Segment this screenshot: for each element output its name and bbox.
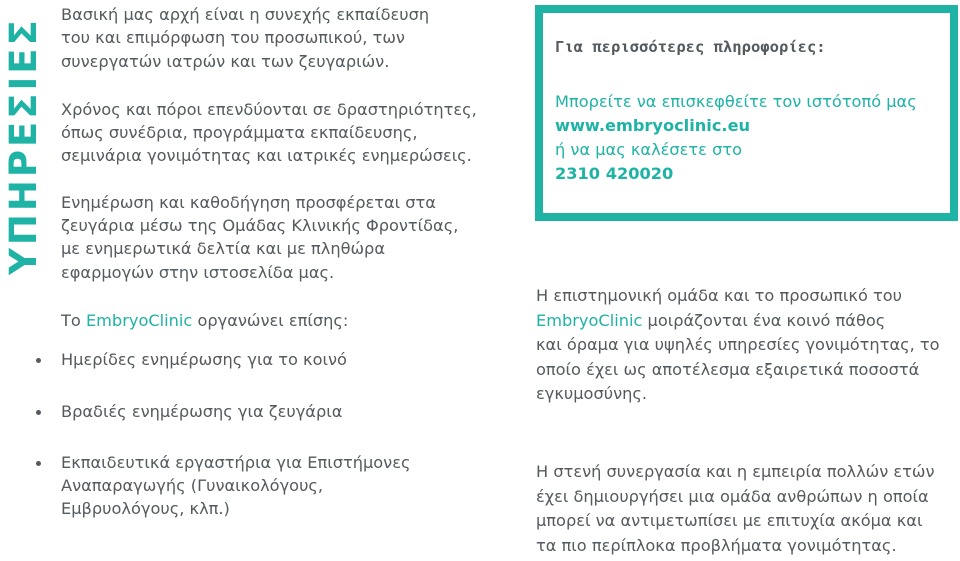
- text-line: εγκυμοσύνης.: [536, 384, 648, 404]
- contact-line: ή να μας καλέσετε στο: [555, 140, 742, 159]
- list-item-text: Αναπαραγωγής (Γυναικολόγους,: [61, 476, 324, 496]
- text-line: τα πιο περίπλοκα προβλήματα γονιμότητας.: [536, 535, 897, 555]
- contact-box-body: [555, 90, 945, 186]
- text-line: έχει δημιουργήσει μια ομάδα ανθρώπων η οποία: [536, 486, 929, 506]
- text-line: Η επιστημονική ομάδα και το προσωπικό του: [536, 286, 903, 305]
- list-item-text: Εμβρυολόγους, κλπ.): [61, 499, 230, 519]
- events-list: [61, 348, 501, 520]
- text-fragment: μοιράζονται ένα κοινό πάθος: [642, 310, 886, 330]
- text-line: Η στενή συνεργασία και η εμπειρία πολλών ετών: [536, 462, 935, 481]
- paragraph-team: [536, 284, 956, 407]
- left-column: [61, 3, 501, 521]
- text-line: Ενημέρωση και καθοδήγηση προσφέρεται στα: [61, 192, 436, 212]
- paragraph-collaboration: [536, 460, 956, 558]
- paragraph-guidance: [61, 191, 501, 284]
- text-line: οποίο έχει ως αποτέλεσμα εξαιρετικά ποσοστά: [536, 359, 920, 379]
- text-line: [536, 309, 956, 334]
- text-line: συνεργατών ιατρών και των ζευγαριών.: [61, 51, 390, 71]
- contact-info-box: [535, 5, 958, 221]
- text-line: του και επιμόρφωση του προσωπικού, των: [61, 28, 405, 48]
- text-line: σεμινάρια γονιμότητας και ιατρικές ενημερώσεις.: [61, 146, 472, 166]
- list-item-text: Ημερίδες ενημέρωσης για το κοινό: [61, 350, 347, 370]
- bullet-icon: [36, 461, 41, 466]
- text-line: με ενημερωτικά δελτία και με πληθώρα: [61, 239, 385, 259]
- list-item: [61, 348, 501, 371]
- website-link[interactable]: www.embryoclinic.eu: [555, 116, 751, 135]
- contact-line: Μπορείτε να επισκεφθείτε τον ιστότοπό μας: [555, 92, 917, 111]
- list-item-text: Εκπαιδευτικά εργαστήρια για Επιστήμονες: [61, 452, 411, 472]
- text-line: Βασική μας αρχή είναι η συνεχής εκπαίδευση: [61, 5, 430, 24]
- text-fragment: Το: [61, 310, 86, 330]
- text-line: εφαρμογών στην ιστοσελίδα μας.: [61, 262, 335, 282]
- contact-box-title: Για περισσότερες πληροφορίες:: [555, 38, 826, 56]
- phone-number[interactable]: 2310 420020: [555, 164, 674, 183]
- list-item-text: Βραδιές ενημέρωσης για ζευγάρια: [61, 401, 343, 421]
- paragraph-investment: [61, 98, 501, 168]
- brand-name: EmbryoClinic: [85, 310, 193, 330]
- text-line: ζευγάρια μέσω της Ομάδας Κλινικής Φροντίδας,: [61, 216, 459, 236]
- list-item: [61, 451, 501, 521]
- text-line: Χρόνος και πόροι επενδύονται σε δραστηριότητες,: [61, 99, 477, 119]
- paragraph-organizes: [61, 309, 501, 332]
- text-fragment: οργανώνει επίσης:: [192, 310, 349, 330]
- brand-name: EmbryoClinic: [536, 310, 643, 330]
- text-line: όπως συνέδρια, προγράμματα εκπαίδευσης,: [61, 123, 418, 143]
- bullet-icon: [36, 358, 41, 363]
- text-line: μπορεί να αντιμετωπίσει με επιτυχία ακόμα και: [536, 511, 923, 531]
- paragraph-training: [61, 3, 501, 73]
- vertical-section-title: ΥΠΗΡΕΣΙΕΣ: [2, 17, 45, 275]
- bullet-icon: [36, 410, 41, 415]
- list-item: [61, 400, 501, 423]
- text-line: και όραμα για υψηλές υπηρεσίες γονιμότητας, το: [536, 335, 940, 355]
